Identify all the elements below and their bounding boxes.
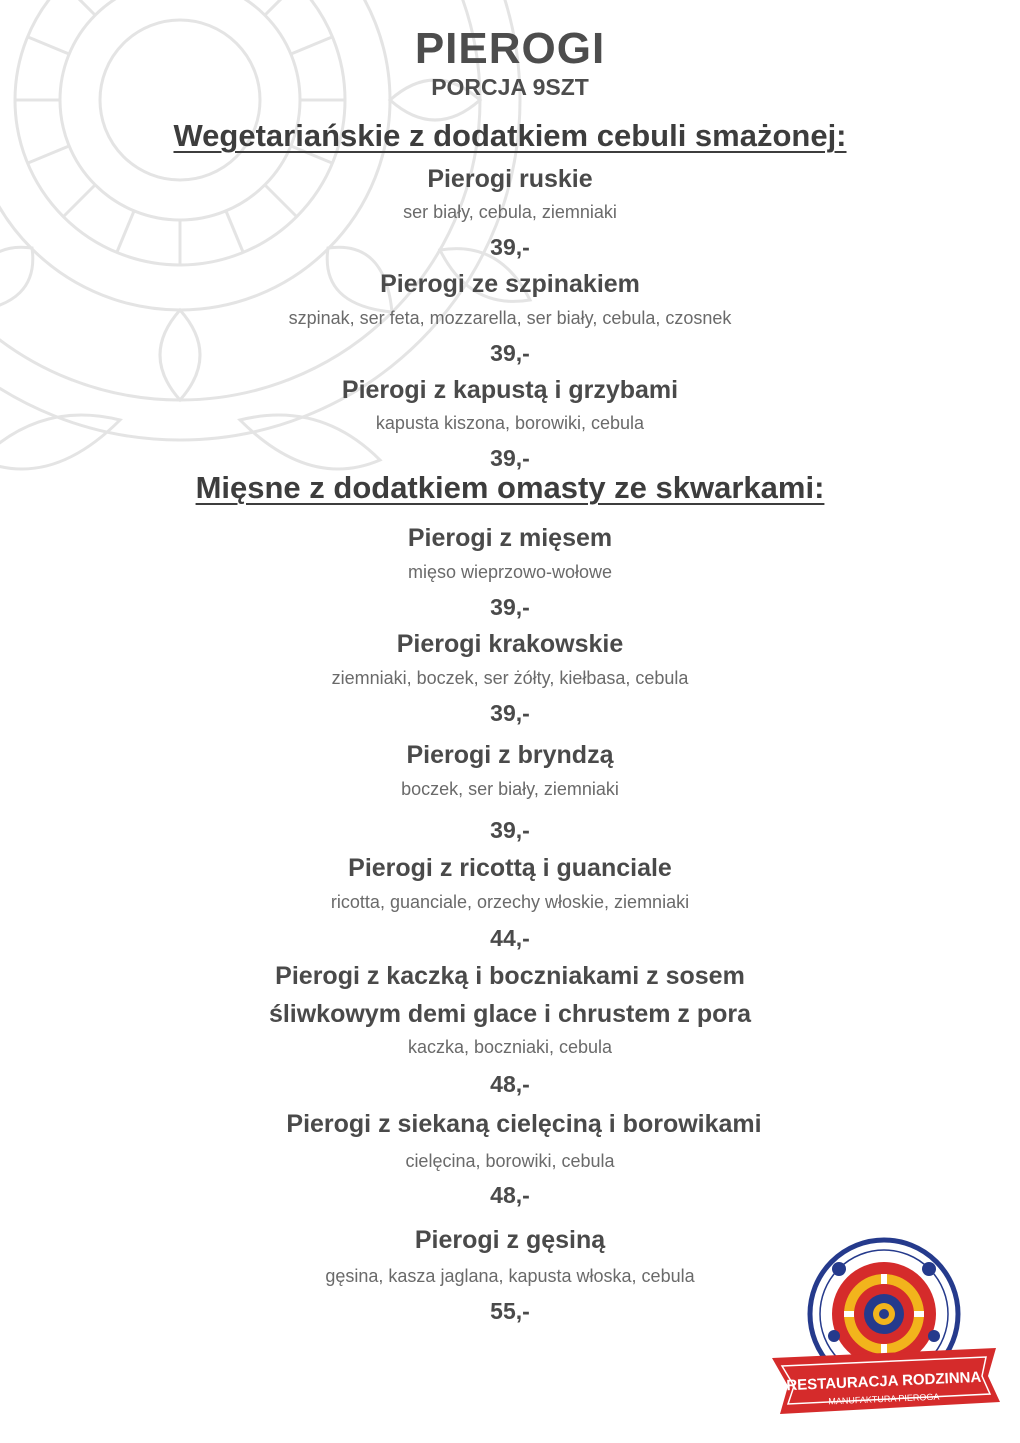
item-description: ser biały, cebula, ziemniaki	[403, 202, 617, 222]
item-description: kapusta kiszona, borowiki, cebula	[375, 413, 645, 433]
item-name: Pierogi z kapustą i grzybami	[341, 376, 679, 404]
section-heading-vegetarian: Wegetariańskie z dodatkiem cebuli smażonej:	[173, 118, 847, 153]
item-description: mięso wieprzowo-wołowe	[407, 562, 613, 582]
item-price: 39,-	[490, 594, 530, 620]
item-description: szpinak, ser feta, mozzarella, ser biały, cebula, czosnek	[288, 308, 732, 328]
item-price: 39,-	[490, 340, 530, 366]
item-description: cielęcina, borowiki, cebula	[405, 1151, 615, 1171]
item-description: ricotta, guanciale, orzechy włoskie, ziemniaki	[330, 892, 690, 912]
item-price: 55,-	[490, 1298, 530, 1324]
item-description: boczek, ser biały, ziemniaki	[401, 779, 619, 799]
logo-sub-text: MANUFAKTURA PIEROGA	[828, 1391, 940, 1407]
item-price: 39,-	[490, 234, 530, 260]
item-name: Pierogi krakowskie	[396, 630, 624, 658]
item-description: ziemniaki, boczek, ser żółty, kiełbasa, cebula	[331, 668, 689, 688]
item-name: Pierogi z siekaną cielęciną i borowikami	[286, 1110, 762, 1138]
logo-banner-text: RESTAURACJA RODZINNA	[786, 1368, 982, 1395]
section-heading-meat: Mięsne z dodatkiem omasty ze skwarkami:	[195, 470, 825, 505]
item-price: 39,-	[490, 817, 530, 843]
item-description: kaczka, boczniaki, cebula	[407, 1037, 613, 1057]
item-name: Pierogi z bryndzą	[406, 741, 614, 769]
item-name: Pierogi ruskie	[427, 165, 593, 193]
item-name: Pierogi ze szpinakiem	[380, 270, 640, 298]
item-price: 39,-	[490, 445, 530, 471]
item-price: 48,-	[490, 1182, 530, 1208]
item-price: 48,-	[490, 1071, 530, 1097]
item-description: gęsina, kasza jaglana, kapusta włoska, cebula	[325, 1266, 695, 1286]
item-name: Pierogi z gęsiną	[414, 1226, 606, 1254]
item-name-line2: śliwkowym demi glace i chrustem z pora	[268, 1000, 752, 1028]
item-price: 39,-	[490, 700, 530, 726]
item-price: 44,-	[490, 925, 530, 951]
menu-title: PIEROGI	[414, 24, 606, 73]
item-name: Pierogi z mięsem	[407, 524, 613, 552]
item-name-line1: Pierogi z kaczką i boczniakami z sosem	[275, 962, 745, 990]
restaurant-logo	[764, 1236, 1004, 1426]
portion-subtitle: PORCJA 9SZT	[431, 74, 589, 100]
item-name: Pierogi z ricottą i guanciale	[348, 854, 672, 882]
